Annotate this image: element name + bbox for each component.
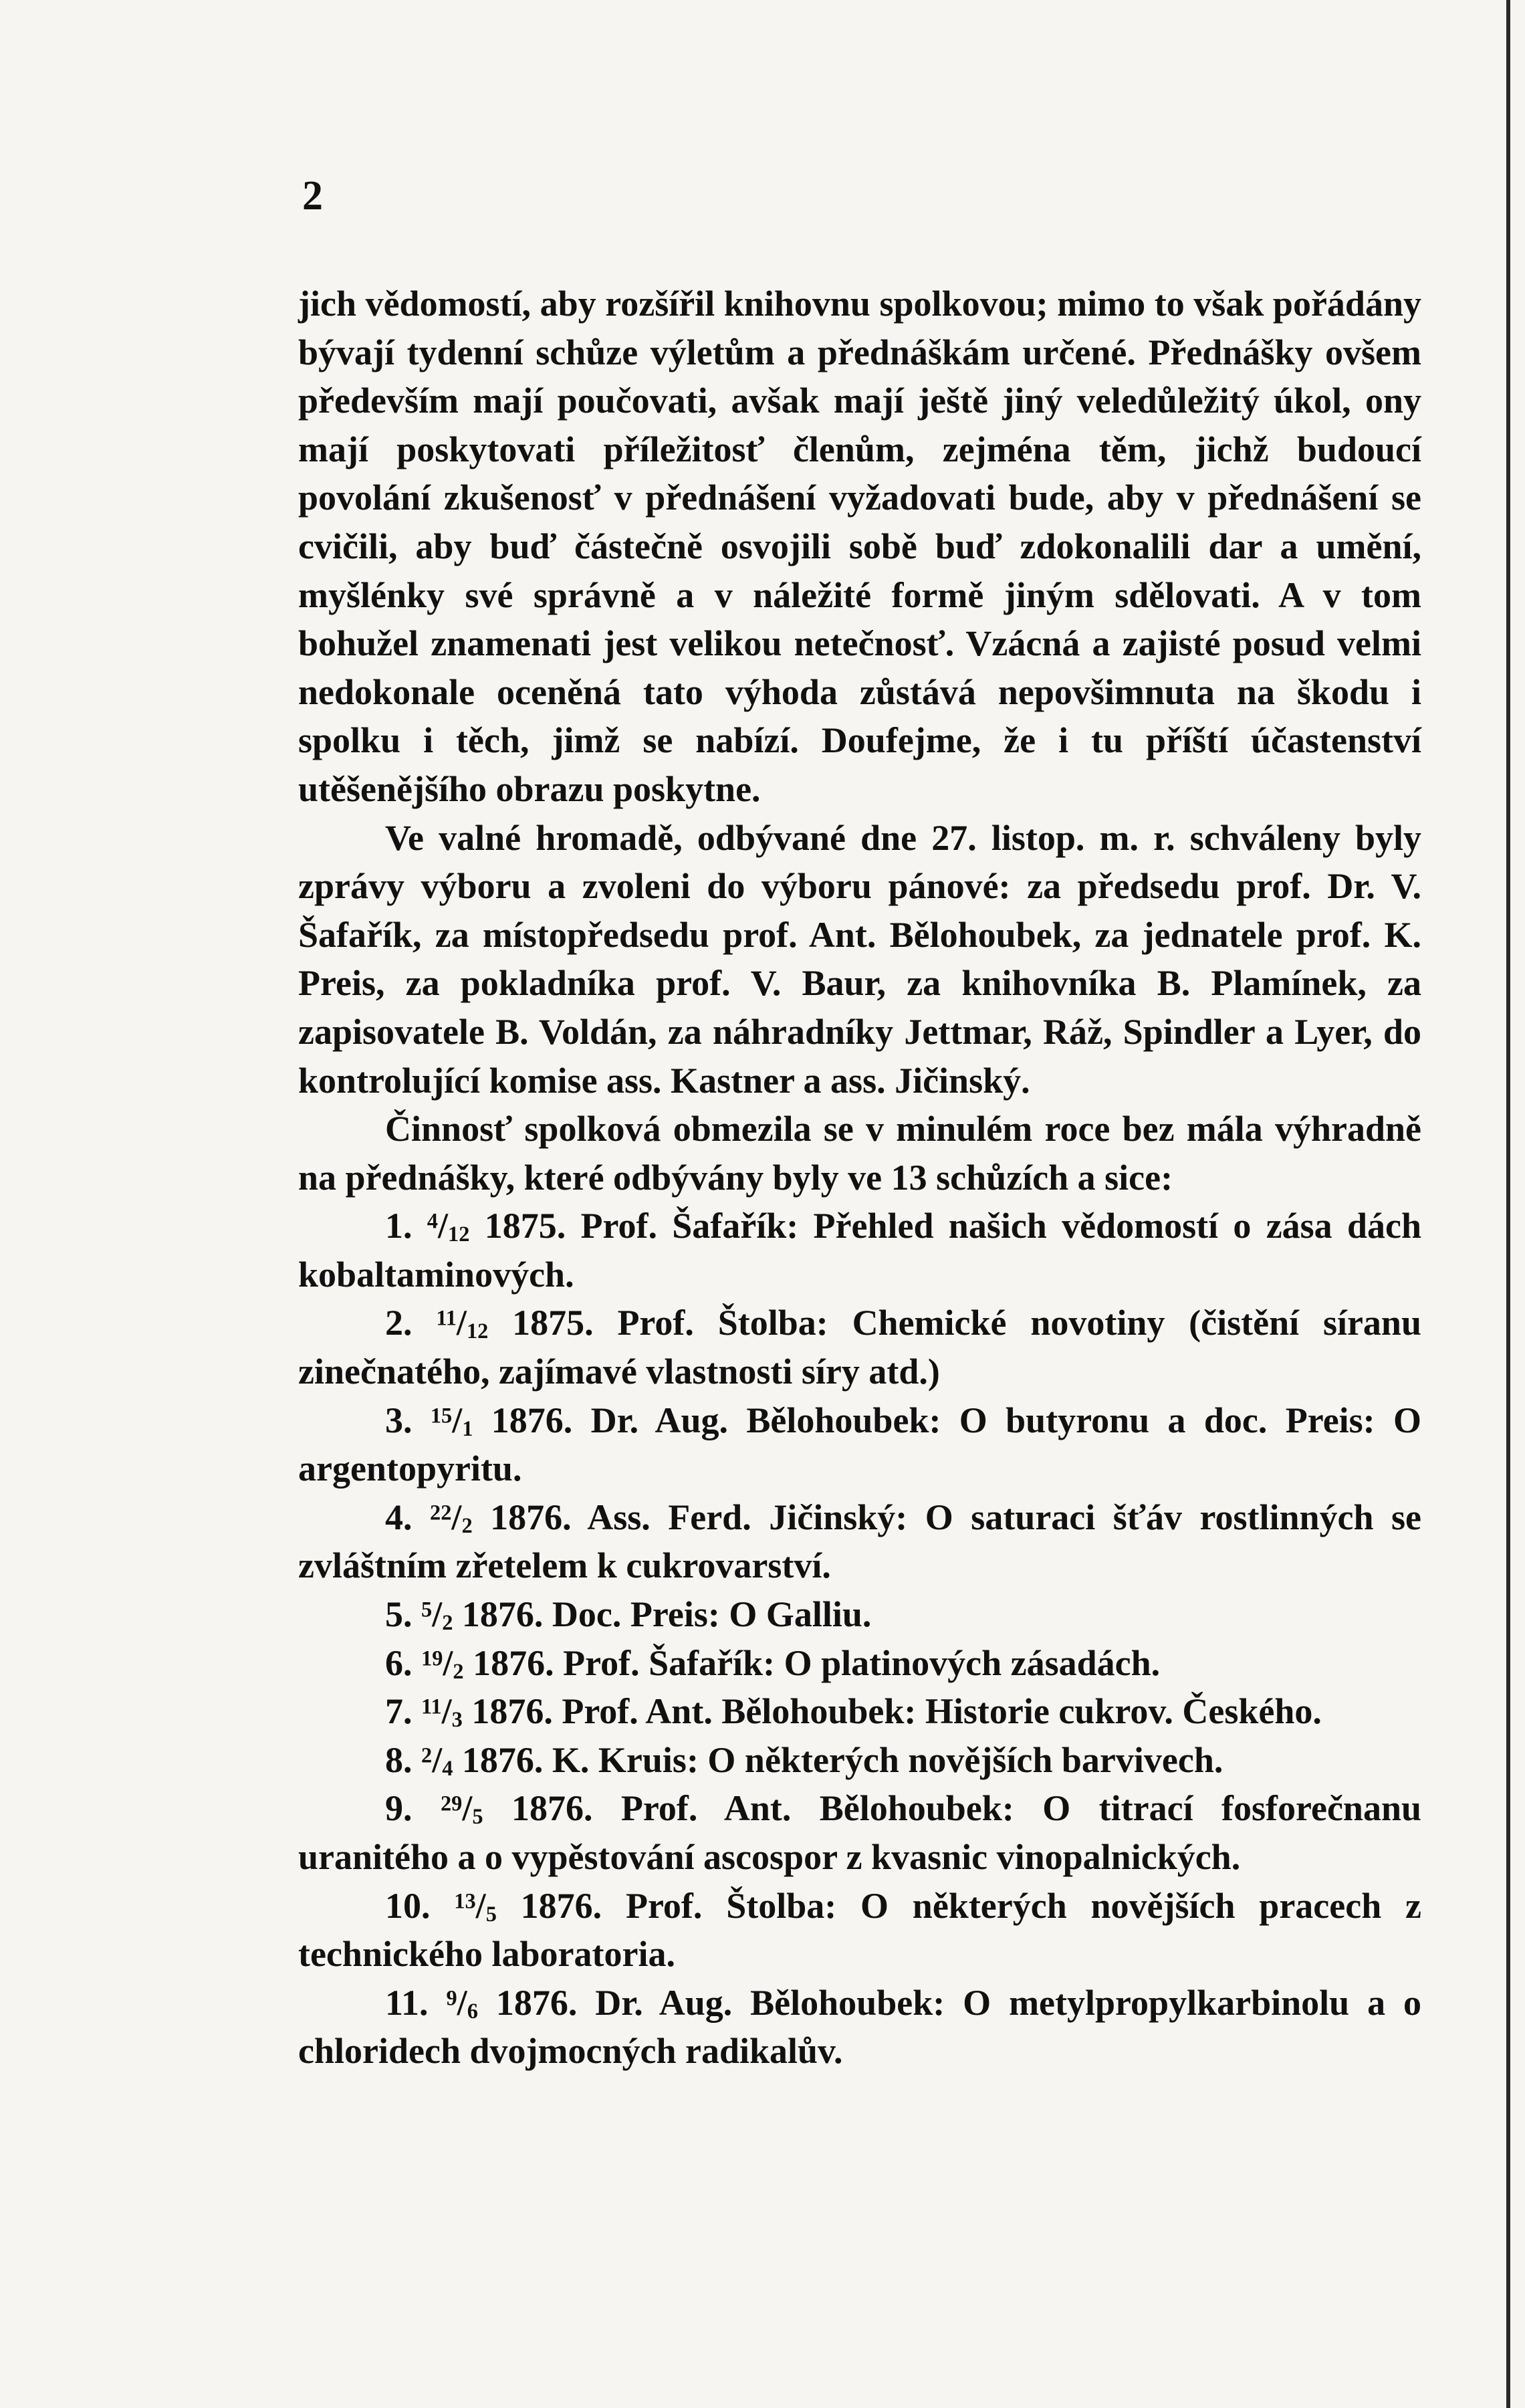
lecture-day: 5 — [421, 1598, 433, 1622]
lecture-number: 8. — [385, 1739, 413, 1780]
paragraph-general-meeting: Ve valné hromadě, odbývané dne 27. listop. m. r. schváleny byly zprávy výboru a zvoleni do výboru pánové: za předsedu prof. Dr. V. Šafařík, za místopředsedu prof. Ant. Bělohoubek, za jednatele prof. K. Preis, za pokladníka prof. V. Baur, za knihovníka B. Plamínek, za zapisovatele B. Voldán, za náhradníky Jettmar, Ráž, Spindler a Lyer, do kontrolující komise ass. Kastner a ass. Jičinský. — [298, 817, 1421, 1101]
lecture-item: 2. $^{11}/_{12}$ 1875. Prof. Štolba: Chemické novotiny (čistění síranu zinečnatého, zajímavé vlastnosti síry atd.) — [298, 1303, 1421, 1392]
lecture-text: 1876. Dr. Aug. Bělohoubek: O metylpropylkarbinolu a o chloridech dvojmocných radikalův. — [298, 1982, 1422, 2072]
lecture-day: 22 — [430, 1501, 452, 1525]
page-edge — [1506, 0, 1510, 2408]
lecture-text: 1876. Prof. Ant. Bělohoubek: O titrací fosforečnanu uranitého a o vypěstování ascospor z kvasnic vinopalnických. — [298, 1788, 1422, 1877]
lecture-day: 11 — [421, 1694, 442, 1719]
lecture-item: 7. $^{11}/_3$ 1876. Prof. Ant. Bělohoubek: Historie cukrov. Českého. — [385, 1691, 1322, 1733]
lecture-month: 5 — [485, 1902, 497, 1927]
lecture-month: 1 — [462, 1416, 473, 1441]
lecture-number: 3. — [385, 1400, 413, 1440]
lecture-list — [298, 1202, 1421, 2076]
lecture-text: 1876. K. Kruis: O některých novějších barvivech. — [461, 1739, 1223, 1780]
body-text — [298, 280, 1421, 2076]
lecture-item: 5. $^5/_2$ 1876. Doc. Preis: O Galliu. — [385, 1594, 872, 1635]
lecture-text: 1876. Prof. Ant. Bělohoubek: Historie cukrov. Českého. — [471, 1691, 1322, 1732]
lecture-day: 9 — [446, 1986, 457, 2011]
lecture-item: 3. $^{15}/_1$ 1876. Dr. Aug. Bělohoubek: O butyronu a doc. Preis: O argentopyritu. — [298, 1400, 1422, 1489]
lecture-number: 10. — [385, 1885, 431, 1926]
lecture-day: 2 — [421, 1743, 433, 1768]
lecture-text: 1876. Doc. Preis: O Galliu. — [461, 1594, 872, 1635]
lecture-item: 4. $^{22}/_2$ 1876. Ass. Ferd. Jičinský: O saturaci šťáv rostlinných se zvláštním zřetelem k cukrovarství. — [298, 1497, 1422, 1586]
lecture-day: 13 — [454, 1889, 476, 1914]
lecture-month: 2 — [461, 1513, 473, 1538]
lecture-text: 1876. Prof. Štolba: O některých novějších pracech z technického laboratoria. — [298, 1885, 1421, 1975]
lecture-text: 1875. Prof. Šafařík: Přehled našich vědomostí o zása dách kobaltaminových. — [298, 1206, 1422, 1295]
page-number: 2 — [302, 173, 323, 219]
lecture-text: 1876. Ass. Ferd. Jičinský: O saturaci šťáv rostlinných se zvláštním zřetelem k cukrovarství. — [298, 1497, 1422, 1586]
lecture-text: 1875. Prof. Štolba: Chemické novotiny (čistění síranu zinečnatého, zajímavé vlastnosti síry atd.) — [298, 1303, 1421, 1392]
lecture-item: 6. $^{19}/_2$ 1876. Prof. Šafařík: O platinových zásadách. — [385, 1642, 1161, 1684]
lecture-text: 1876. Dr. Aug. Bělohoubek: O butyronu a doc. Preis: O argentopyritu. — [298, 1400, 1422, 1489]
lecture-number: 9. — [385, 1788, 413, 1829]
lecture-item: 11. $^9/_6$ 1876. Dr. Aug. Bělohoubek: O metylpropylkarbinolu a o chloridech dvojmocných radikalův. — [298, 1982, 1422, 2072]
lecture-number: 1. — [385, 1206, 413, 1246]
lecture-item: 1. $^4/_{12}$ 1875. Prof. Šafařík: Přehled našich vědomostí o zása dách kobaltaminových. — [298, 1206, 1422, 1295]
lecture-number: 7. — [385, 1691, 413, 1732]
lecture-day: 29 — [440, 1791, 463, 1816]
lecture-month: 12 — [466, 1319, 489, 1344]
lecture-number: 6. — [385, 1642, 413, 1683]
lecture-month: 3 — [451, 1708, 463, 1733]
lecture-number: 11. — [385, 1982, 429, 2023]
lecture-month: 2 — [453, 1659, 464, 1684]
lecture-number: 5. — [385, 1594, 413, 1635]
lecture-number: 4. — [385, 1497, 413, 1537]
paragraph-activity: Činnosť spolková obmezila se v minulém roce bez mála výhradně na přednášky, které odbývány byly ve 13 schůzích a sice: — [298, 1109, 1421, 1198]
lecture-month: 5 — [472, 1805, 483, 1830]
lecture-month: 2 — [442, 1610, 453, 1635]
lecture-number: 2. — [385, 1303, 413, 1343]
lecture-item: 9. $^{29}/_5$ 1876. Prof. Ant. Bělohoubek: O titrací fosforečnanu uranitého a o vypěstování ascospor z kvasnic vinopalnických. — [298, 1788, 1422, 1877]
lecture-day: 19 — [421, 1646, 443, 1671]
lecture-text: 1876. Prof. Šafařík: O platinových zásadách. — [473, 1642, 1161, 1683]
lecture-day: 11 — [436, 1306, 457, 1331]
lecture-month: 4 — [442, 1756, 453, 1781]
lecture-day: 15 — [430, 1404, 453, 1428]
lecture-day: 4 — [427, 1209, 438, 1234]
lecture-item: 10. $^{13}/_5$ 1876. Prof. Štolba: O některých novějších pracech z technického laboratoria. — [298, 1885, 1421, 1975]
paragraph-continuation: jich vědomostí, aby rozšířil knihovnu spolkovou; mimo to však pořádány bývají tydenní schůze výletům a přednáškám určené. Přednášky ovšem především mají poučovati, avšak mají ještě jiný veledůležitý úkol, ony mají poskytovati příležitosť členům, zejména těm, jichž budoucí povolání zkušenosť v přednášení vyžadovati bude, aby v přednášení se cvičili, aby buď částečně osvojili sobě buď zdokonalili dar a umění, myšlénky své správně a v náležité formě jiným sdělovati. A v tom bohužel znamenati jest velikou netečnosť. Vzácná a zajisté posud velmi nedokonale oceněná tato výhoda zůstává nepovšimnuta na škodu i spolku i těch, jimž se nabízí. Doufejme, že i tu příští účastenství utěšenějšího obrazu poskytne. — [298, 284, 1421, 809]
lecture-month: 12 — [448, 1222, 470, 1247]
lecture-month: 6 — [467, 1999, 478, 2023]
lecture-item: 8. $^2/_4$ 1876. K. Kruis: O některých novějších barvivech. — [385, 1739, 1223, 1781]
